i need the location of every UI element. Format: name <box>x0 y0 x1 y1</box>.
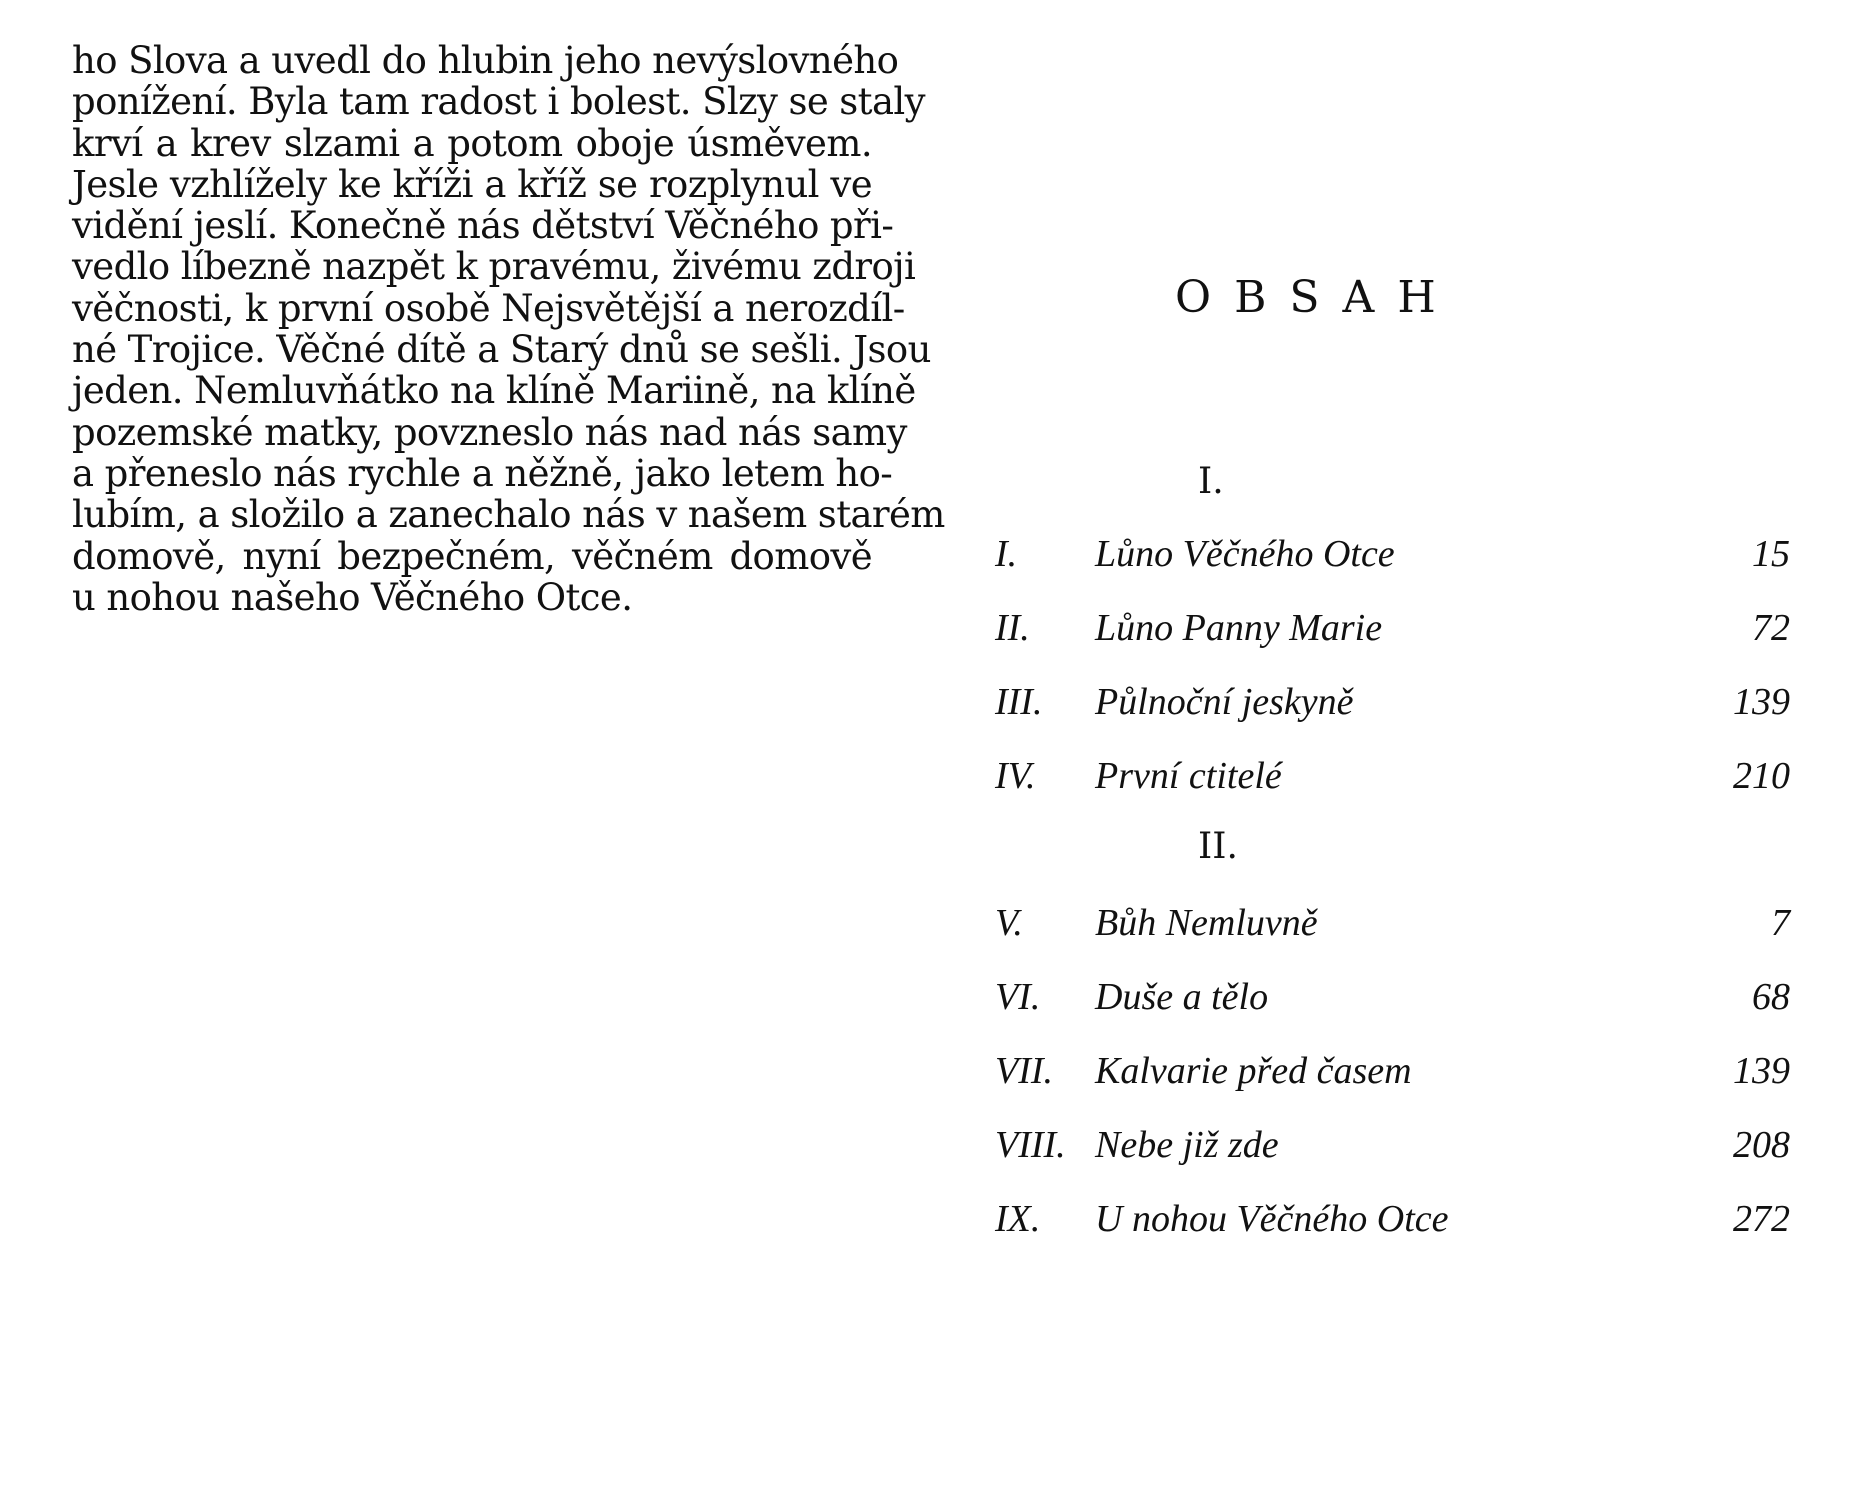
chapter-numeral: VII. <box>995 1050 1054 1092</box>
toc-entry[interactable] <box>995 749 1790 803</box>
page-number: 139 <box>1733 681 1790 723</box>
text-line: ponížení. Byla tam radost i bolest. Slzy se staly <box>72 80 925 124</box>
page-number: 210 <box>1733 755 1790 797</box>
chapter-title: Lůno Věčného Otce <box>1095 533 1395 575</box>
text-line: vedlo líbezně nazpět k pravému, živému zdroji <box>72 245 916 289</box>
text-line: vidění jeslí. Konečně nás dětství Věčného při- <box>72 204 894 248</box>
toc-entry[interactable] <box>995 675 1790 729</box>
chapter-title: Nebe již zde <box>1095 1124 1279 1166</box>
page-number: 15 <box>1752 533 1790 575</box>
body-text-page <box>72 39 945 619</box>
chapter-title: Kalvarie před časem <box>1095 1050 1412 1092</box>
page-number: 139 <box>1733 1050 1790 1092</box>
page-number: 68 <box>1752 976 1790 1018</box>
chapter-numeral: VI. <box>995 976 1041 1018</box>
chapter-title: Půlnoční jeskyně <box>1095 681 1354 723</box>
text-line: věčnosti, k první osobě Nejsvětější a nerozdíl- <box>72 286 905 330</box>
toc-entry[interactable] <box>995 1118 1790 1172</box>
page-number: 272 <box>1733 1198 1790 1240</box>
text-line: u nohou našeho Věčného Otce. <box>72 575 633 619</box>
chapter-title: Duše a tělo <box>1095 976 1269 1018</box>
toc-section-heading: I. <box>1198 461 1224 502</box>
toc-entry[interactable] <box>995 601 1790 655</box>
page-number: 208 <box>1733 1124 1790 1166</box>
toc-entry[interactable] <box>995 1192 1790 1246</box>
toc-entry[interactable] <box>995 527 1790 581</box>
toc-entry[interactable] <box>995 970 1790 1024</box>
chapter-title: Lůno Panny Marie <box>1095 607 1383 649</box>
toc-title: OBSAH <box>1175 272 1459 323</box>
toc-entry[interactable] <box>995 1044 1790 1098</box>
chapter-numeral: V. <box>995 902 1023 944</box>
chapter-numeral: IX. <box>995 1198 1041 1240</box>
toc-entry[interactable] <box>995 896 1790 950</box>
chapter-numeral: I. <box>995 533 1018 575</box>
text-line: Jesle vzhlížely ke kříži a kříž se rozplynul ve <box>72 162 872 206</box>
text-line: domově, nyní bezpečném, věčném domově <box>72 534 872 578</box>
text-line: a přeneslo nás rychle a něžně, jako letem ho- <box>72 451 893 495</box>
page-number: 7 <box>1771 902 1790 944</box>
chapter-title: Bůh Nemluvně <box>1095 902 1318 944</box>
toc-section-heading: II. <box>1198 826 1238 867</box>
text-line: né Trojice. Věčné dítě a Starý dnů se sešli. Jsou <box>72 328 931 372</box>
text-line: lubím, a složilo a zanechalo nás v našem starém <box>72 493 945 537</box>
text-line: pozemské matky, povzneslo nás nad nás samy <box>72 410 907 454</box>
page-number: 72 <box>1752 607 1790 649</box>
chapter-title: První ctitelé <box>1095 755 1282 797</box>
text-line: ho Slova a uvedl do hlubin jeho nevýslovného <box>72 39 899 82</box>
chapter-title: U nohou Věčného Otce <box>1095 1198 1449 1240</box>
chapter-numeral: VIII. <box>995 1124 1066 1166</box>
chapter-numeral: IV. <box>995 755 1036 797</box>
text-line: jeden. Nemluvňátko na klíně Mariině, na klíně <box>72 369 916 413</box>
chapter-numeral: III. <box>995 681 1043 723</box>
text-line: krví a krev slzami a potom oboje úsměvem. <box>72 121 872 165</box>
chapter-numeral: II. <box>995 607 1030 649</box>
